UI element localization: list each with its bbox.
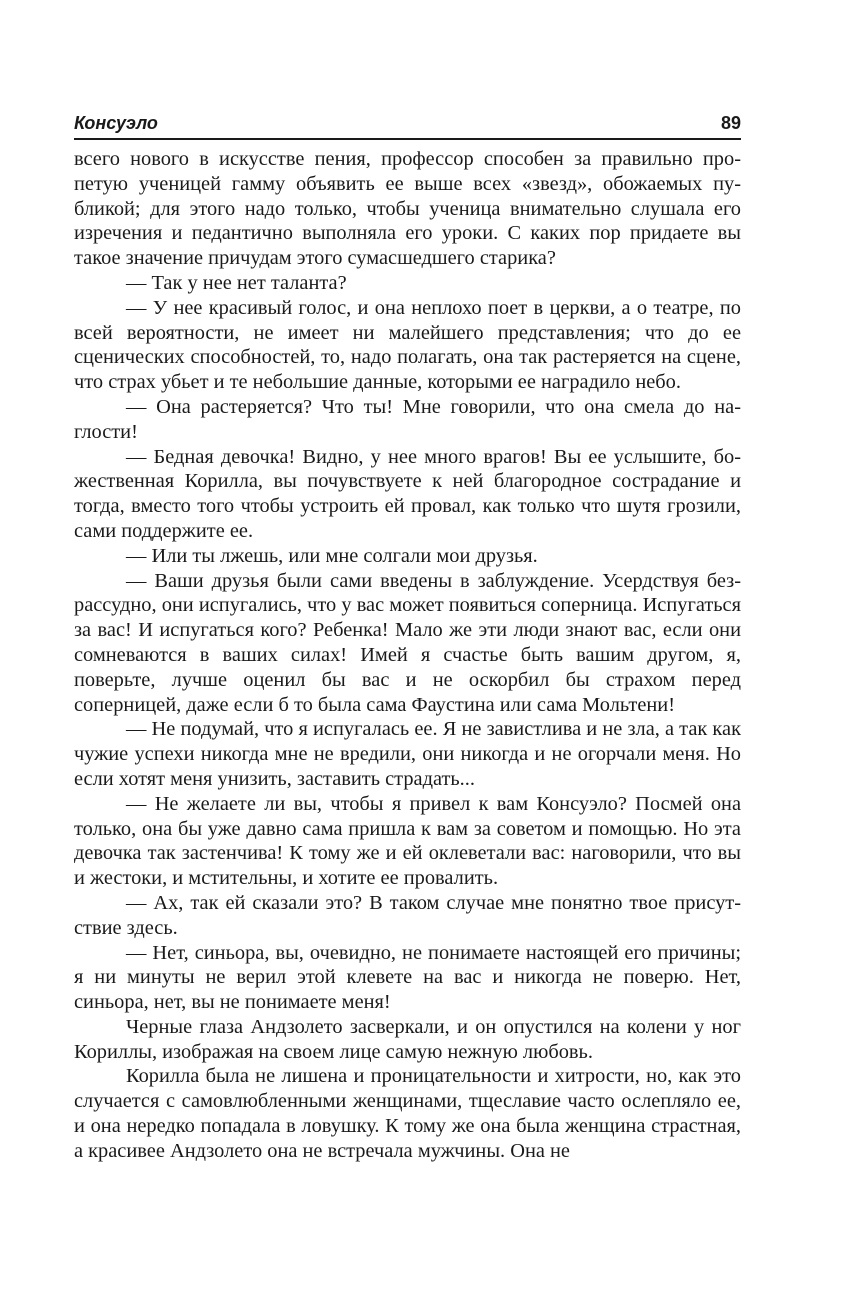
body-text [74, 147, 741, 1164]
dialogue-paragraph: — У нее красивый голос, и она неплохо поет в церкви, а о театре, по всей вероятности, не имеет ни малейшего представления; что до ее сценических способностей, то, надо полагать, она так растеряется на сцене, что страх убьет и те небольшие данные, которыми ее наградило небо. [74, 296, 741, 394]
dialogue-paragraph: — Или ты лжешь, или мне солгали мои друзья. [126, 544, 538, 567]
dialogue-paragraph: — Ах, так ей сказали это? В таком случае мне понятно твое присутствие здесь. [74, 891, 741, 939]
dialogue-paragraph: — Нет, синьора, вы, очевидно, не понимаете настоящей его причины; я ни минуты не верил этой клевете на вас и никогда не поверю. Нет, синьора, нет, вы не понимаете меня! [74, 941, 741, 1014]
dialogue-paragraph: — Бедная девочка! Видно, у нее много врагов! Вы ее услышите, божественная Корилла, вы почувствуете к ней благородное сострадание и тогда, вместо того чтобы устроить ей провал, как только что шутя грозили, сами поддержите ее. [74, 445, 741, 542]
dialogue-paragraph: — Она растеряется? Что ты! Мне говорили, что она смела до наглости! [74, 395, 741, 443]
dialogue-paragraph: — Не желаете ли вы, чтобы я привел к вам Консуэло? Посмей она только, она бы уже давно сама пришла к вам за советом и помощью. Но эта девочка так застенчива! К тому же и ей оклеветали вас: наговорили, что вы и жестоки, и мстительны, и хотите ее провалить. [74, 792, 741, 890]
narrative-paragraph: Корилла была не лишена и проницательности и хитрости, но, как это случается с самовлюбленными женщинами, тщеславие часто ослепляло ее, и она нередко попадала в ловушку. К тому же она была женщина страстная, а красивее Андзолето она не встречала мужчины. Она не [74, 1065, 741, 1162]
running-head [74, 110, 741, 136]
page-number: 89 [720, 113, 741, 133]
dialogue-paragraph: — Не подумай, что я испугалась ее. Я не завистлива и не зла, а так как чужие успехи никогда мне не вредили, они никогда и не огорчали меня. Но если хотят меня унизить, заставить страдать... [74, 718, 741, 790]
dialogue-paragraph: — Ваши друзья были сами введены в заблуждение. Усердствуя безрассудно, они испугались, что у вас может появиться соперница. Испугаться за вас! И испугаться кого? Ребенка! Мало же эти люди знают вас, если они сомневаются в ваших силах! Имей я счастье быть вашим другом, я, поверьте, лучше оценил бы вас и не оскорбил бы страхом перед соперницей, даже если б то была сама Фаустина или сама Мольтени! [74, 569, 741, 716]
dialogue-paragraph: — Так у нее нет таланта? [126, 271, 347, 294]
narrative-paragraph: Черные глаза Андзолето засверкали, и он опустился на колени у ног Кориллы, изображая на своем лице самую нежную любовь. [74, 1015, 741, 1063]
paragraph-continued: всего нового в искусстве пения, профессор способен за правильно пропетую ученицей гамму объявить ее выше всех «звезд», обожаемых публикой; для этого надо только, чтобы ученица внимательно слушала его изречения и педантично выполняла его уроки. С каких пор придаете вы такое значение причудам этого сумасшедшего старика? [74, 148, 741, 270]
header-rule [74, 138, 741, 140]
running-title: Консуэло [74, 113, 158, 133]
